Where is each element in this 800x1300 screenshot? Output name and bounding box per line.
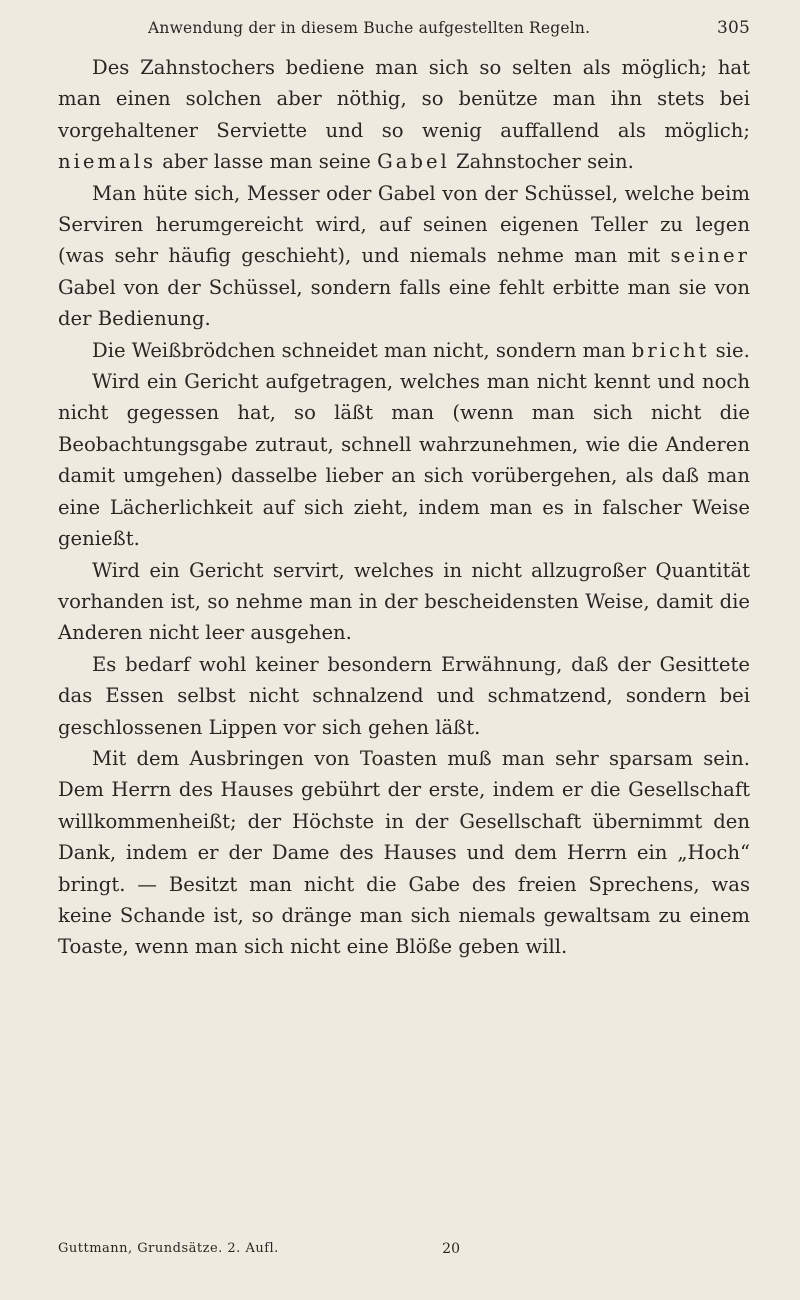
- paragraph: [58, 649, 750, 743]
- paragraph: [58, 335, 750, 366]
- text-run: Mit dem Ausbringen von Toasten muß man sehr sparsam sein. Dem Herrn des Hauses gebührt der erste, indem er die Gesellschaft willkommenheißt; der Höchste in der Gesellschaft übernimmt den Dank, indem er der Dame des Hauses und dem Herrn ein „Hoch“ bringt. — Besitzt man nicht die Gabe des freien Sprechens, was keine Schande ist, so dränge man sich niemals gewaltsam zu einem Toaste, wenn man sich nicht eine Blöße geben will.: [58, 746, 750, 959]
- text-run: Des Zahnstochers bediene man sich so selten als möglich; hat man einen solchen aber nöthig, so benütze man ihn stets bei vorgehaltener Serviette und so wenig auffallend als möglich;: [58, 56, 750, 142]
- text-run: sie.: [709, 338, 750, 362]
- page-footer: [58, 1241, 750, 1257]
- emphasized-word: niemals: [58, 150, 157, 174]
- paragraph: [58, 366, 750, 554]
- text-run: Zahnstocher sein.: [449, 150, 634, 174]
- text-run: Man hüte sich, Messer oder Gabel von der Schüssel, welche beim Serviren herumgereicht wird, auf seinen eigenen Teller zu legen (was sehr häufig geschieht), und niemals nehme man mit: [58, 181, 750, 268]
- text-run: Wird ein Gericht aufgetragen, welches man nicht kennt und noch nicht gegessen hat, so läßt man (wenn man sich nicht die Beobachtungsgabe zutraut, schnell wahrzunehmen, wie die Anderen damit umgehen) dasselbe lieber an sich vorübergehen, als daß man eine Lächerlichkeit auf sich zieht, indem man es in falscher Weise genießt.: [58, 370, 750, 551]
- emphasized-word: seiner: [670, 244, 750, 268]
- text-run: Die Weißbrödchen schneidet man nicht, sondern man: [92, 338, 632, 362]
- running-title: Anwendung der in diesem Buche aufgestellten Regeln.: [148, 19, 591, 37]
- body-text: [58, 52, 750, 963]
- emphasized-word: Gabel: [377, 150, 450, 174]
- paragraph: [58, 52, 750, 178]
- footer-author-note: Guttmann, Grundsätze. 2. Aufl.: [58, 1241, 279, 1256]
- paragraph: [58, 555, 750, 649]
- paragraph: [58, 743, 750, 963]
- text-run: aber lasse man seine: [156, 150, 378, 174]
- text-run: Es bedarf wohl keiner besondern Erwähnung, daß der Gesittete das Essen selbst nicht schnalzend und schmatzend, sondern bei geschlossenen Lippen vor sich gehen läßt.: [58, 652, 750, 739]
- emphasized-word: bricht: [631, 338, 710, 362]
- text-run: Wird ein Gericht servirt, welches in nicht allzugroßer Quantität vorhanden ist, so nehme man in der bescheidensten Weise, damit die Anderen nicht leer ausgehen.: [58, 558, 750, 645]
- paragraph: [58, 178, 750, 335]
- running-header: [58, 18, 750, 38]
- signature-mark: 20: [442, 1241, 460, 1257]
- text-run: Gabel von der Schüssel, sondern falls eine fehlt erbitte man sie von der Bedienung.: [58, 275, 750, 331]
- page-number: 305: [716, 18, 750, 38]
